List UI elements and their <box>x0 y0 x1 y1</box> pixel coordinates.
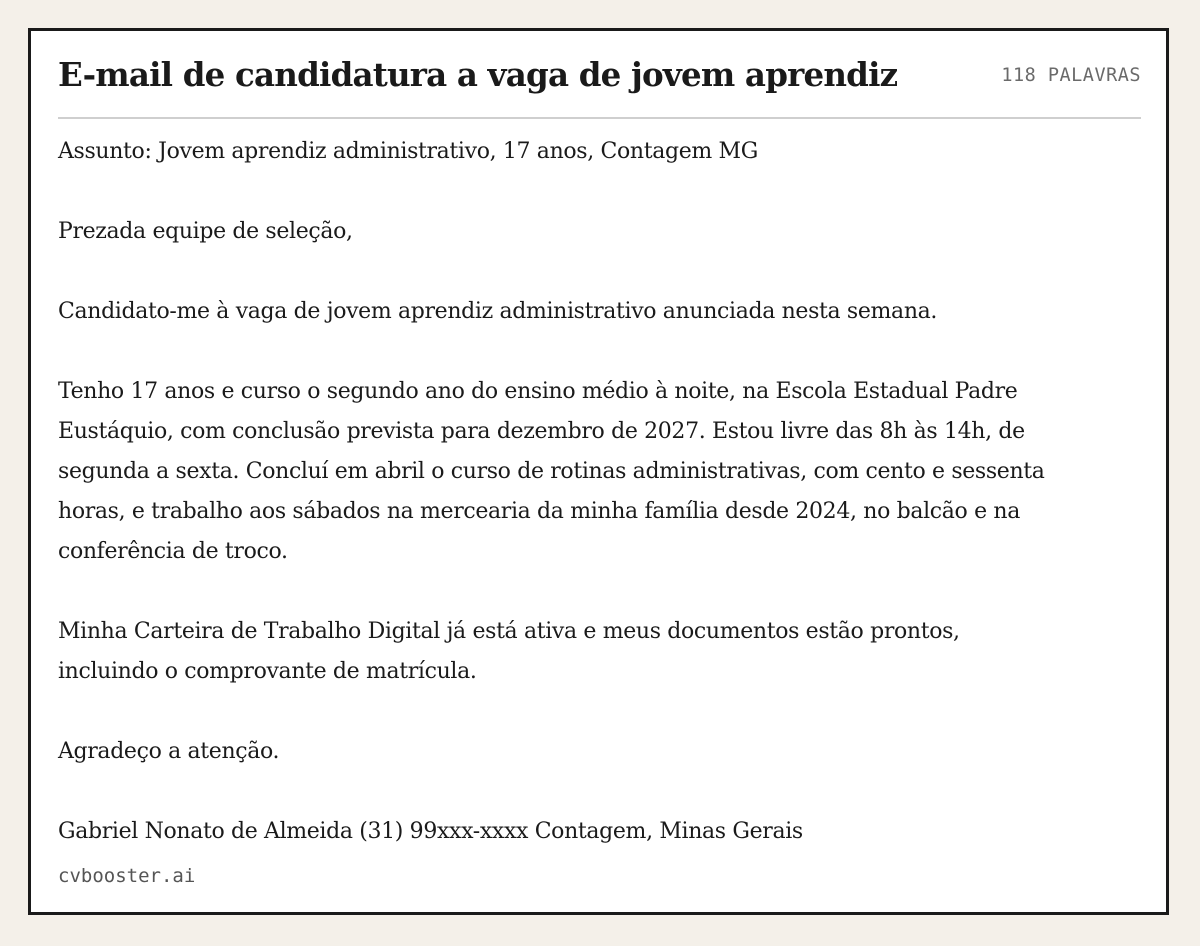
email-paragraph-documents: Minha Carteira de Trabalho Digital já está ativa e meus documentos estão prontos, incluindo o comprovante de matrícula. <box>58 619 960 684</box>
email-greeting: Prezada equipe de seleção, <box>58 219 353 244</box>
email-paragraph-profile: Tenho 17 anos e curso o segundo ano do ensino médio à noite, na Escola Estadual Padre Eustáquio, com conclusão prevista para dezembro de 2027. Estou livre das 8h às 14h, de segunda a sexta. Concluí em abril o curso de rotinas administrativas, com cento e sessenta horas, e trabalho aos sábados na mercearia da minha família desde 2024, no balcão e na conferência de troco. <box>58 379 1045 564</box>
email-subject: Assunto: Jovem aprendiz administrativo, 17 anos, Contagem MG <box>58 139 758 164</box>
document-card <box>28 28 1169 915</box>
email-paragraph-intro: Candidato-me à vaga de jovem aprendiz administrativo anunciada nesta semana. <box>58 299 938 324</box>
word-count-badge: 118 PALAVRAS <box>1001 65 1141 86</box>
document-header <box>58 53 1141 119</box>
document-title: E-mail de candidatura a vaga de jovem aprendiz <box>58 55 898 94</box>
email-body <box>58 132 1058 852</box>
footer-brand: cvbooster.ai <box>58 865 196 887</box>
email-paragraph-thanks: Agradeço a atenção. <box>58 739 280 764</box>
email-signature: Gabriel Nonato de Almeida (31) 99xxx-xxxx Contagem, Minas Gerais <box>58 819 803 844</box>
